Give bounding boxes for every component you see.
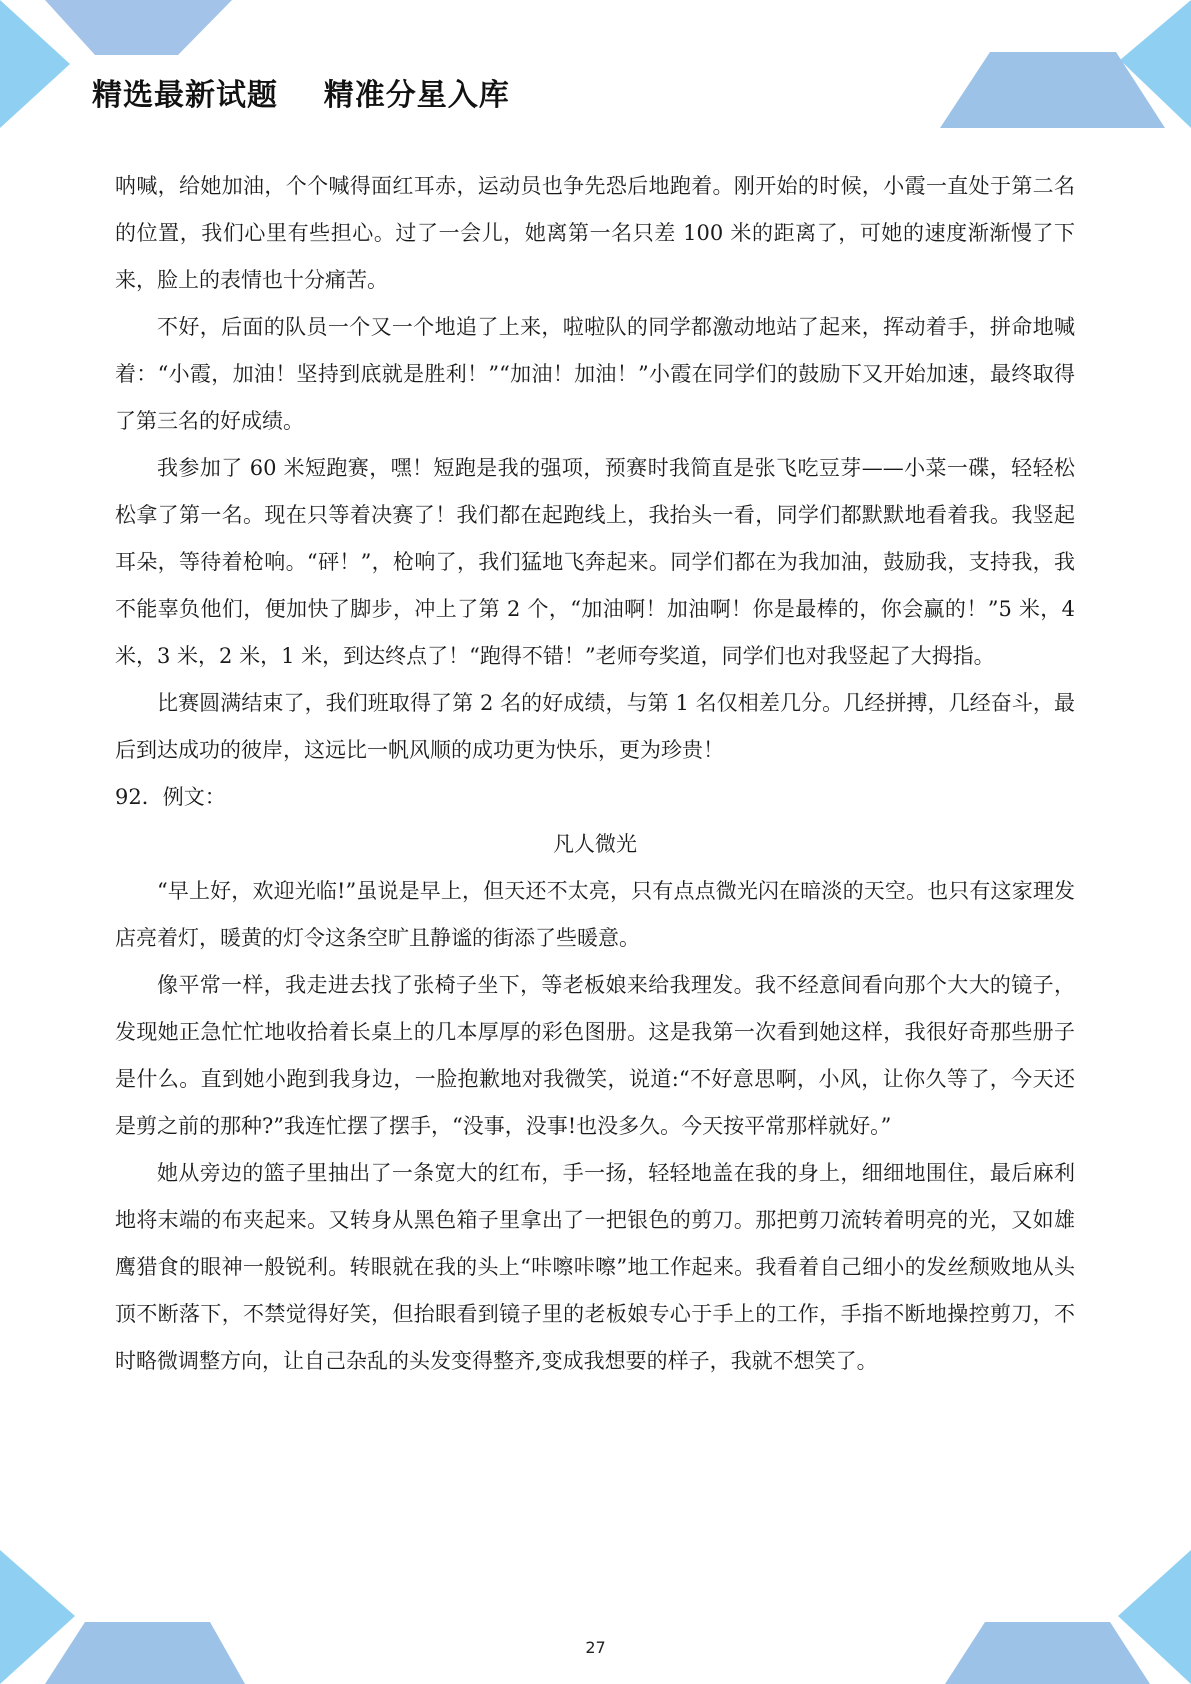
deco-shape-bottom-left-triangle [0,1550,75,1684]
document-body [115,163,1075,1385]
question-number: 92．例文： [115,785,226,809]
deco-shape-top-right-trapezoid [940,52,1165,128]
essay-title: 凡人微光 [553,832,637,856]
paragraph: “早上好，欢迎光临!”虽说是早上，但天还不太亮，只有点点微光闪在暗淡的天空。也只有这家理发店亮着灯，暖黄的灯令这条空旷且静谧的街添了些暖意。 [115,879,1075,950]
paragraph: 不好，后面的队员一个又一个地追了上来，啦啦队的同学都激动地站了起来，挥动着手，拼命地喊着：“小霞，加油！坚持到底就是胜利！”“加油！加油！”小霞在同学们的鼓励下又开始加速，最终取得了第三名的好成绩。 [115,315,1075,433]
header-title: 精选最新试题 精准分星入库 [92,78,510,113]
deco-shape-bottom-right-triangle [1118,1550,1191,1684]
paragraph: 像平常一样，我走进去找了张椅子坐下，等老板娘来给我理发。我不经意间看向那个大大的镜子，发现她正急忙忙地收拾着长桌上的几本厚厚的彩色图册。这是我第一次看到她这样，我很好奇那些册子是什么。直到她小跑到我身边，一脸抱歉地对我微笑，说道:“不好意思啊，小风，让你久等了，今天还是剪之前的那种?”我连忙摆了摆手，“没事，没事!也没多久。今天按平常那样就好。” [115,973,1075,1138]
deco-shape-top-left-band [45,0,232,55]
paragraph: 我参加了 60 米短跑赛，嘿！短跑是我的强项，预赛时我简直是张飞吃豆芽——小菜一碟，轻轻松松拿了第一名。现在只等着决赛了！我们都在起跑线上，我抬头一看，同学们都默默地看着我。我竖起耳朵，等待着枪响。“砰！”，枪响了，我们猛地飞奔起来。同学们都在为我加油，鼓励我，支持我，我不能辜负他们，便加快了脚步，冲上了第 2 个，“加油啊！加油啊！你是最棒的，你会赢的！”5 米，4 米，3 米，2 米，1 米，到达终点了！“跑得不错！”老师夸奖道，同学们也对我竖起了大拇指。 [115,456,1075,668]
deco-shape-top-right-triangle [1120,0,1191,128]
paragraph: 呐喊，给她加油，个个喊得面红耳赤，运动员也争先恐后地跑着。刚开始的时候，小霞一直处于第二名的位置，我们心里有些担心。过了一会儿，她离第一名只差 100 米的距离了，可她的速度渐渐慢了下来，脸上的表情也十分痛苦。 [115,174,1075,292]
paragraph: 她从旁边的篮子里抽出了一条宽大的红布，手一扬，轻轻地盖在我的身上，细细地围住，最后麻利地将末端的布夹起来。又转身从黑色箱子里拿出了一把银色的剪刀。那把剪刀流转着明亮的光，又如雄鹰猎食的眼神一般锐利。转眼就在我的头上“咔嚓咔嚓”地工作起来。我看着自己细小的发丝颓败地从头顶不断落下，不禁觉得好笑，但抬眼看到镜子里的老板娘专心于手上的工作，手指不断地操控剪刀，不时略微调整方向，让自己杂乱的头发变得整齐,变成我想要的样子，我就不想笑了。 [115,1161,1075,1373]
deco-shape-top-left-triangle [0,0,70,128]
page-number: 27 [585,1638,606,1657]
paragraph: 比赛圆满结束了，我们班取得了第 2 名的好成绩，与第 1 名仅相差几分。几经拼搏，几经奋斗，最后到达成功的彼岸，这远比一帆风顺的成功更为快乐，更为珍贵！ [115,691,1075,762]
